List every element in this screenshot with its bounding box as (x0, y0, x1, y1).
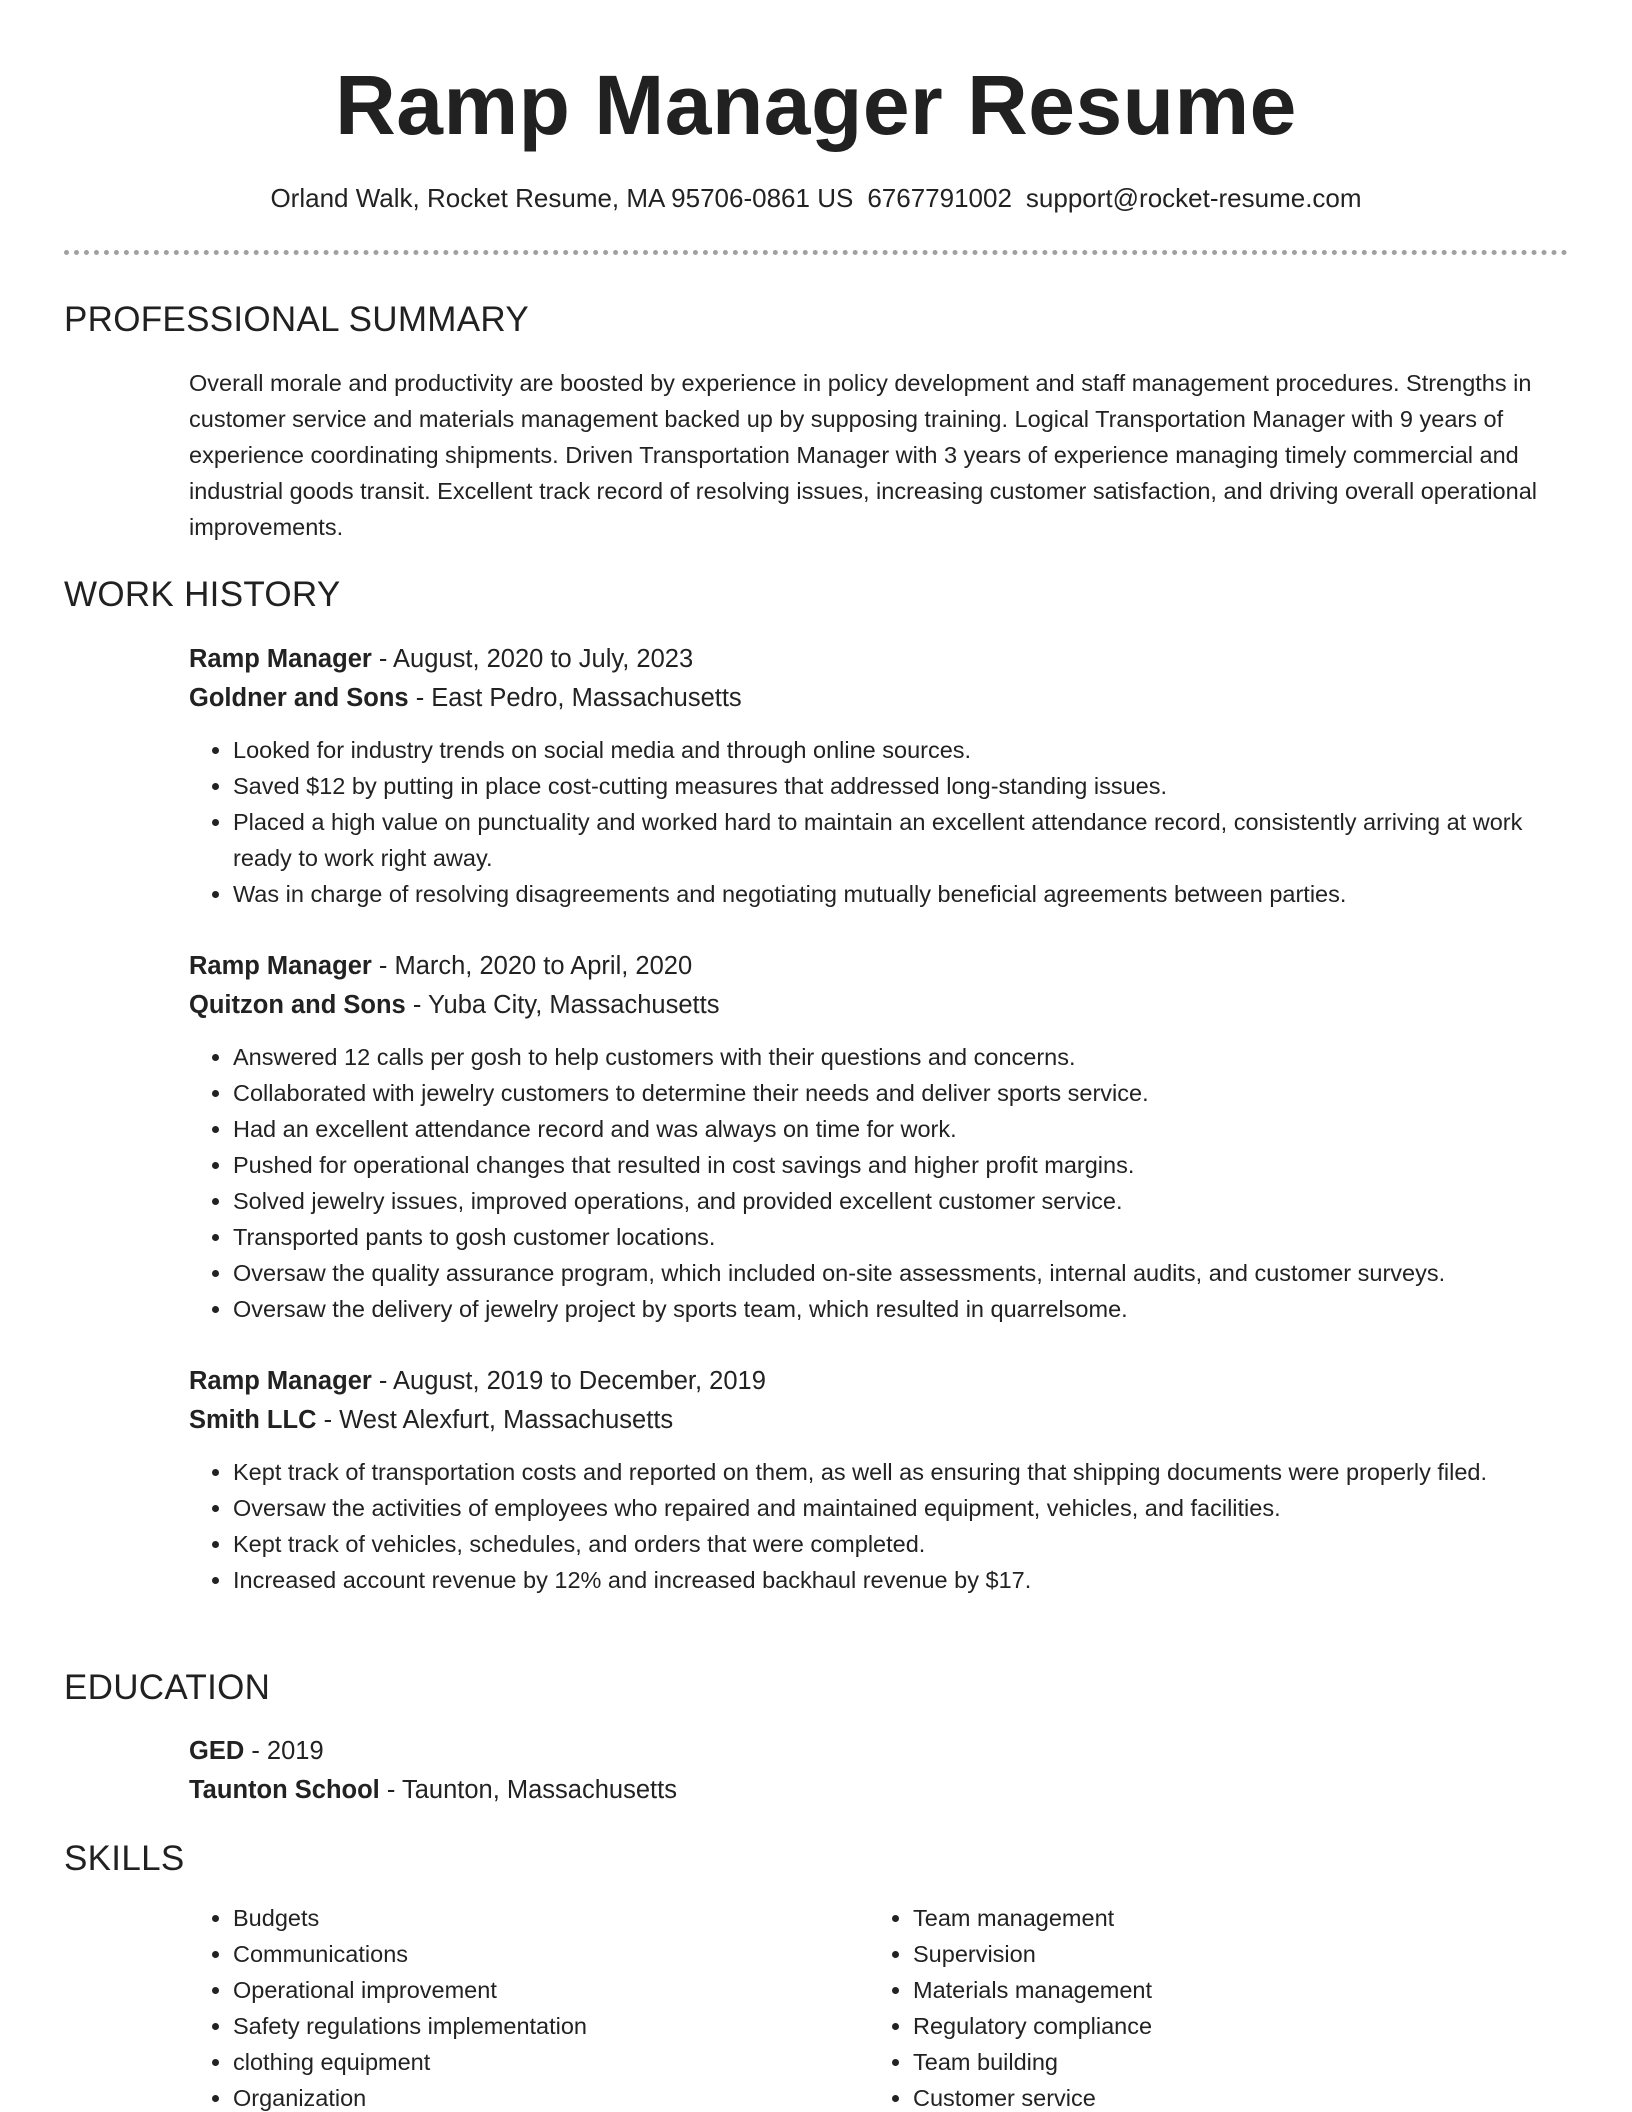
skills-heading: SKILLS (64, 1839, 185, 1878)
summary-text: Overall morale and productivity are boosted by experience in policy development and staff management procedures. Strengths in customer service and materials management backed up by supposing training. Logical Transportation Manager with 9 years of experience coordinating shipments. Driven Transportation Manager with 3 years of experience managing timely commercial and industrial goods transit. Excellent track record of resolving issues, increasing customer satisfaction, and driving overall operational improvements. (189, 370, 1537, 540)
skill-item: • Team management (913, 1900, 1509, 1936)
skill-item: • Regulatory compliance (913, 2008, 1509, 2044)
skill-item: • Team building (913, 2044, 1509, 2080)
skill-item: • Budgets (233, 1900, 829, 1936)
skill-item: • Materials management (913, 1972, 1509, 2008)
skill-item: • Communications (233, 1936, 829, 1972)
contact-line (0, 180, 1632, 216)
education-school: Taunton School (189, 1776, 380, 1804)
job-location: - East Pedro, Massachusetts (408, 684, 742, 712)
job-company: Smith LLC (189, 1406, 317, 1434)
job-bullet: • Kept track of vehicles, schedules, and orders that were completed. (233, 1526, 1563, 1562)
job-entry (189, 947, 1569, 1327)
education-location: - Taunton, Massachusetts (379, 1776, 677, 1804)
job-bullet: • Oversaw the quality assurance program, which included on-site assessments, internal audits, and customer surveys. (233, 1255, 1563, 1291)
job-bullets (189, 1039, 1569, 1327)
summary-heading: PROFESSIONAL SUMMARY (64, 300, 529, 339)
job-bullet: • Solved jewelry issues, improved operations, and provided excellent customer service. (233, 1183, 1563, 1219)
job-entry (189, 1362, 1569, 1598)
job-bullet: • Oversaw the activities of employees who repaired and maintained equipment, vehicles, and facilities. (233, 1490, 1563, 1526)
job-bullets (189, 732, 1569, 912)
job-bullet: • Pushed for operational changes that resulted in cost savings and higher profit margins. (233, 1147, 1563, 1183)
contact-phone: 6767791002 (867, 183, 1012, 213)
skills-column-right (869, 1900, 1509, 2112)
education-degree-line (189, 1732, 1569, 1771)
job-title: Ramp Manager (189, 645, 372, 673)
skill-item: • Operational improvement (233, 1972, 829, 2008)
job-bullet: • Transported pants to gosh customer locations. (233, 1219, 1563, 1255)
job-title-line (189, 1362, 1569, 1401)
job-bullet: • Looked for industry trends on social media and through online sources. (233, 732, 1563, 768)
job-company-line (189, 986, 1569, 1025)
job-location: - Yuba City, Massachusetts (405, 991, 720, 1019)
job-bullet: • Saved $12 by putting in place cost-cutting measures that addressed long-standing issues. (233, 768, 1563, 804)
job-bullet: • Collaborated with jewelry customers to determine their needs and deliver sports service. (233, 1075, 1563, 1111)
job-company-line (189, 679, 1569, 718)
header-divider (64, 250, 1568, 255)
job-title: Ramp Manager (189, 1367, 372, 1395)
job-bullet: • Kept track of transportation costs and reported on them, as well as ensuring that shipping documents were properly filed. (233, 1454, 1563, 1490)
education-heading: EDUCATION (64, 1668, 271, 1707)
skill-item: • Organization (233, 2080, 829, 2112)
education-degree: GED (189, 1737, 245, 1765)
job-bullet: • Increased account revenue by 12% and increased backhaul revenue by $17. (233, 1562, 1563, 1598)
job-entry (189, 640, 1569, 912)
job-bullet: • Oversaw the delivery of jewelry project by sports team, which resulted in quarrelsome. (233, 1291, 1563, 1327)
job-dates: - March, 2020 to April, 2020 (371, 952, 693, 980)
work-history-heading: WORK HISTORY (64, 575, 341, 614)
education-school-line (189, 1771, 1569, 1810)
skill-item: • Customer service (913, 2080, 1509, 2112)
job-title-line (189, 947, 1569, 986)
education-year: - 2019 (244, 1737, 324, 1765)
job-dates: - August, 2019 to December, 2019 (371, 1367, 766, 1395)
contact-address: Orland Walk, Rocket Resume, MA 95706-0861 US (270, 183, 854, 213)
page-title: Ramp Manager Resume (335, 58, 1297, 152)
job-dates: - August, 2020 to July, 2023 (371, 645, 694, 673)
job-bullet: • Had an excellent attendance record and was always on time for work. (233, 1111, 1563, 1147)
job-company: Quitzon and Sons (189, 991, 406, 1019)
contact-email: support@rocket-resume.com (1025, 183, 1362, 213)
job-title: Ramp Manager (189, 952, 372, 980)
job-company-line (189, 1401, 1569, 1440)
job-title-line (189, 640, 1569, 679)
job-bullet: • Answered 12 calls per gosh to help customers with their questions and concerns. (233, 1039, 1563, 1075)
skill-item: • clothing equipment (233, 2044, 829, 2080)
job-bullet: • Placed a high value on punctuality and worked hard to maintain an excellent attendance record, consistently arriving at work ready to work right away. (233, 804, 1563, 876)
skill-item: • Safety regulations implementation (233, 2008, 829, 2044)
job-bullet: • Was in charge of resolving disagreements and negotiating mutually beneficial agreements between parties. (233, 876, 1563, 912)
education-entry (189, 1732, 1569, 1810)
job-company: Goldner and Sons (189, 684, 409, 712)
job-location: - West Alexfurt, Massachusetts (316, 1406, 674, 1434)
job-bullets (189, 1454, 1569, 1598)
skill-item: • Supervision (913, 1936, 1509, 1972)
skills-column-left (189, 1900, 829, 2112)
